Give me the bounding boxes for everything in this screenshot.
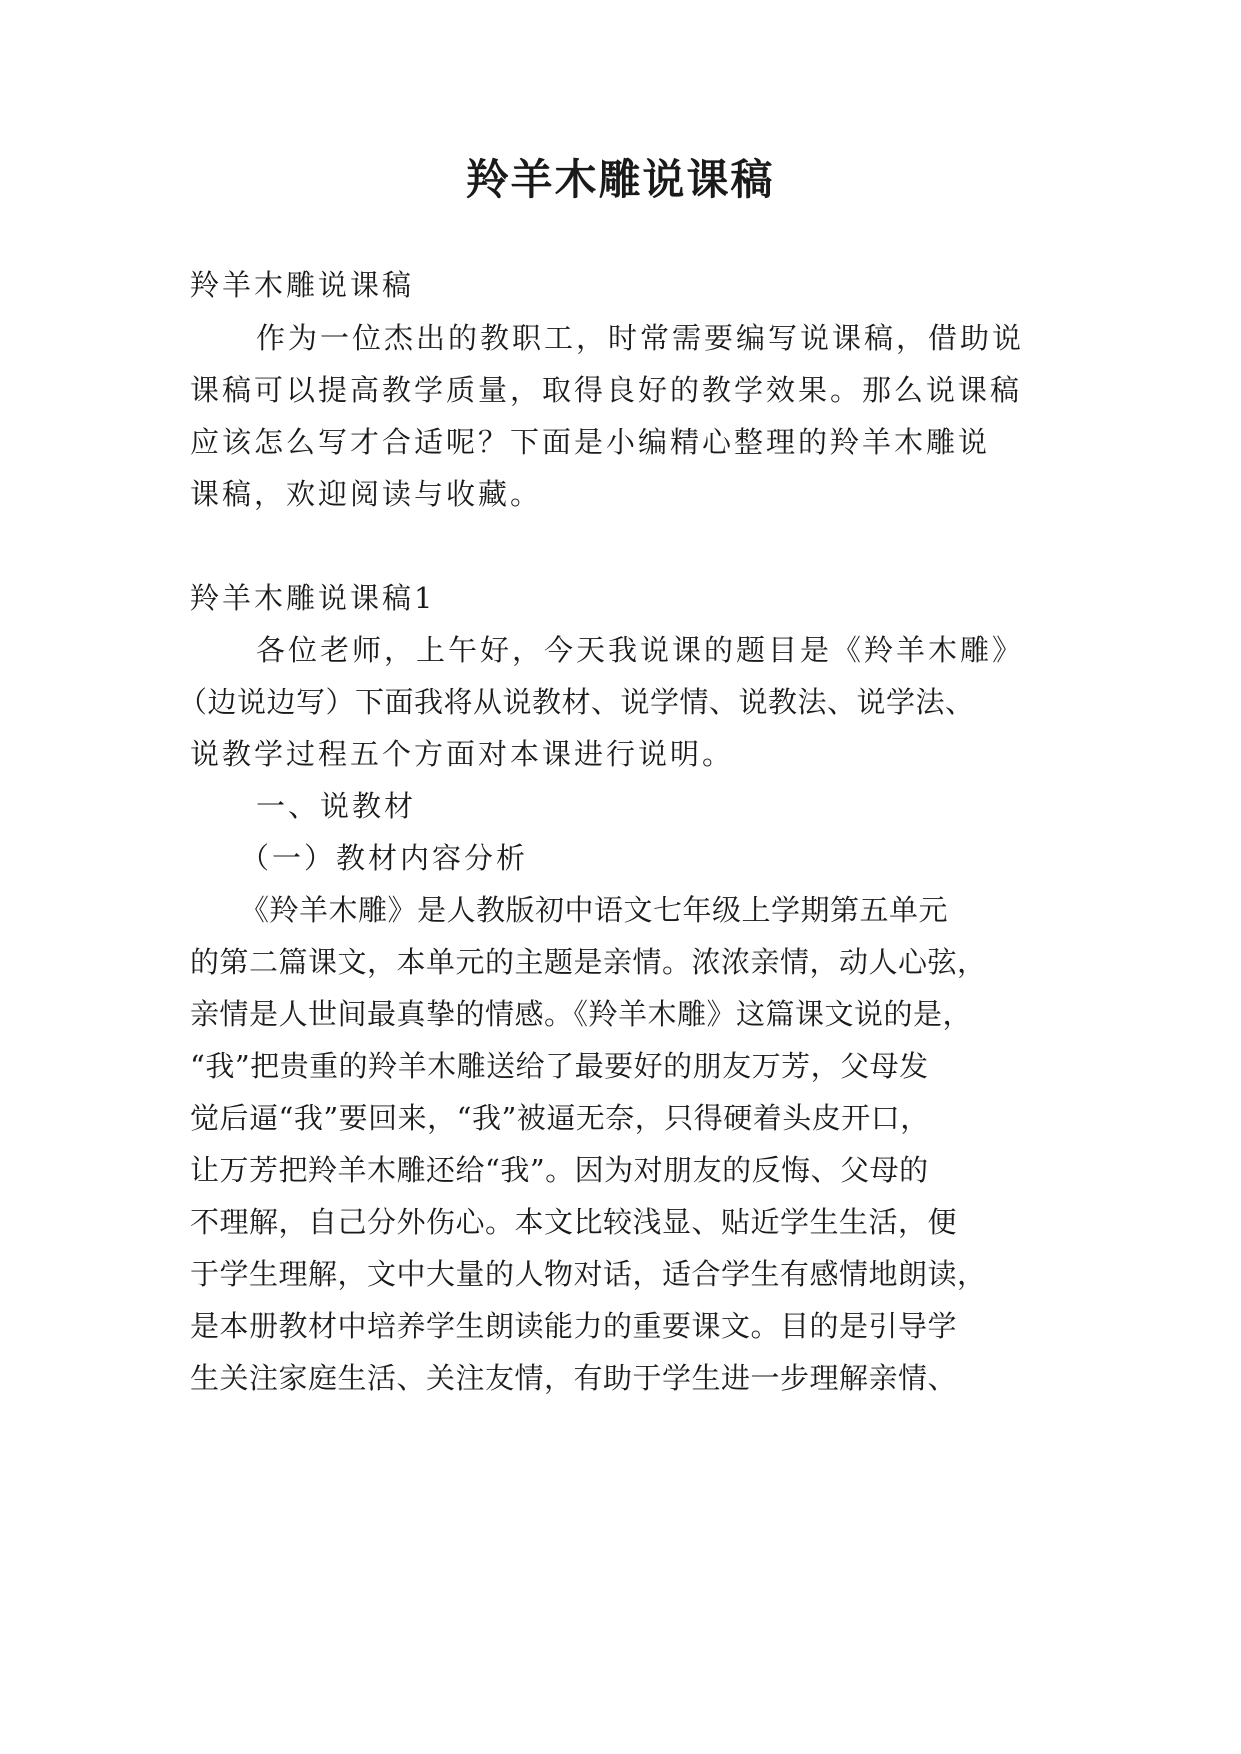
paragraph-line: 不理解，自己分外伤心。本文比较浅显、贴近学生生活，便 [190,1205,958,1239]
paragraph-line: 觉后逼“我”要回来，“我”被逼无奈，只得硬着头皮开口， [190,1101,930,1135]
paragraph-line: “我”把贵重的羚羊木雕送给了最要好的朋友万芳，父母发 [190,1049,929,1083]
paragraph-line: （边说边写）下面我将从说教材、说学情、说教法、说学法、 [178,685,975,719]
paragraph-line: 应该怎么写才合适呢？下面是小编精心整理的羚羊木雕说 [190,425,991,459]
paragraph-line: 的第二篇课文，本单元的主题是亲情。浓浓亲情，动人心弦， [190,945,987,979]
paragraph-line: 各位老师，上午好，今天我说课的题目是《羚羊木雕》 [256,633,1025,667]
paragraph-line: 课稿，欢迎阅读与收藏。 [190,477,543,511]
paragraph-line: 作为一位杰出的教职工，时常需要编写说课稿，借助说 [256,321,1025,355]
subsection-heading: 一、说教材 [256,789,417,823]
paragraph-line: 亲情是人世间最真挚的情感。《羚羊木雕》这篇课文说的是， [190,997,973,1031]
document-title: 羚羊木雕说课稿 [466,155,775,204]
paragraph-line: 让万芳把羚羊木雕还给“我”。因为对朋友的反悔、父母的 [190,1153,929,1187]
section-heading: 羚羊木雕说课稿 [190,268,415,302]
subsection-heading: （一）教材内容分析 [240,841,529,875]
paragraph-line: 课稿可以提高教学质量，取得良好的教学效果。那么说课稿 [190,373,1023,407]
paragraph-line: 于学生理解，文中大量的人物对话，适合学生有感情地朗读， [190,1257,987,1291]
paragraph-line: 说教学过程五个方面对本课进行说明。 [190,737,735,771]
paragraph-line: 是本册教材中培养学生朗读能力的重要课文。目的是引导学 [190,1309,958,1343]
paragraph-line: 《羚羊木雕》是人教版初中语文七年级上学期第五单元 [240,893,949,927]
section-heading: 羚羊木雕说课稿1 [190,581,436,615]
paragraph-line: 生关注家庭生活、关注友情，有助于学生进一步理解亲情、 [190,1361,958,1395]
